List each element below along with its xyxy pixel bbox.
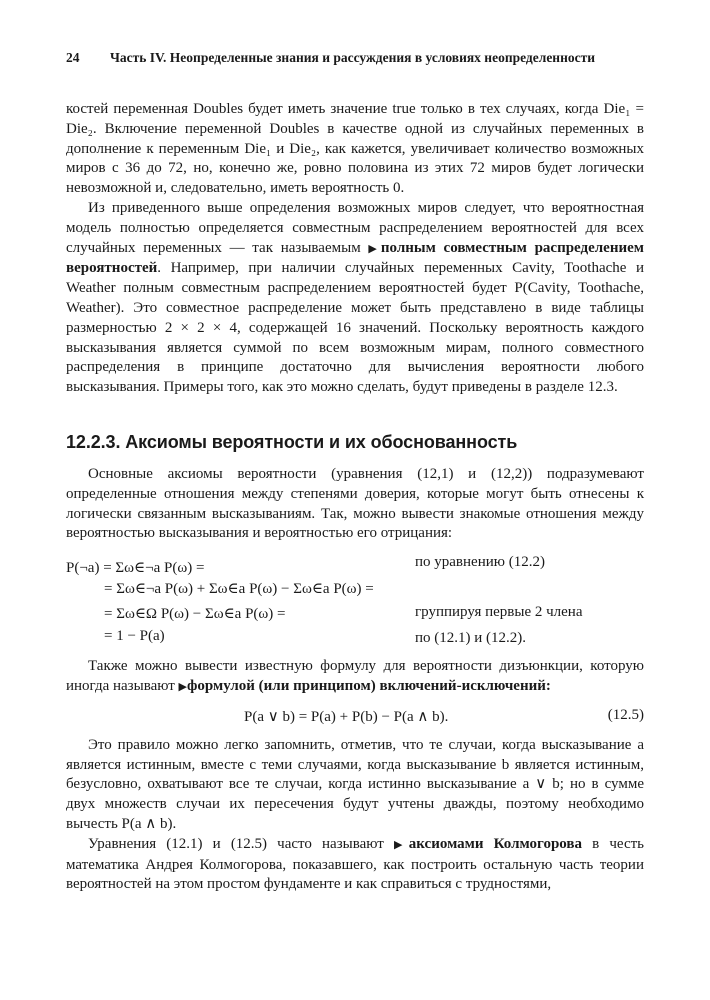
paragraph-doubles: костей переменная Doubles будет иметь значение true только в тех случаях, когда Die₁ = Die₂. Включение переменной Doubles в качестве одной из случайных переменных в дополнение к переменным Die₁ и Die₂, как кажется, увеличивает количество возможных миров с 36 до 72, но, конечно же, ровно половина из этих 72 миров будет логически невозможной и, следовательно, иметь вероятность 0. <box>66 101 644 197</box>
paragraph-inclusion-exclusion: Также можно вывести известную формулу для вероятности дизъюнкции, которую иногда называют ▶формулой (или принципом) включений-исключений: <box>66 658 644 694</box>
derivation-note-1: по уравнению (12.2) <box>415 554 545 571</box>
running-header <box>66 50 644 66</box>
derivation-line-2: = Σω∈¬a P(ω) + Σω∈a P(ω) − Σω∈a P(ω) = <box>104 581 374 598</box>
derivation-line-3: = Σω∈Ω P(ω) − Σω∈a P(ω) = <box>104 606 286 623</box>
paragraph-joint-distribution: Из приведенного выше определения возможных миров следует, что вероятностная модель полностью определяется совместным распределением вероятностей для всех случайных переменных — так называемым ▶полным совместным распределением вероятностей. Например, при наличии случайных переменных Cavity, Toothache и Weather полным совместным распределением вероятностей будет P(Cavity, Toothache, Weather). Это совместное распределение может быть представлено в виде таблицы размерностью 2 × 2 × 4, содержащей 16 значений. Поскольку вероятность каждого высказывания является суммой по всем возможным мирам, полного совместного распределения в принципе достаточно для вычисления вероятности любого высказывания. Примеры того, как это можно сделать, будут приведены в разделе 12.3. <box>66 199 644 396</box>
term-inclusion-exclusion: формулой (или принципом) включений-исключений: <box>187 677 551 694</box>
term-full-joint-distribution: полным совместным распределением вероятностей <box>66 239 644 277</box>
derivation-line-1: P(¬a) = Σω∈¬a P(ω) = <box>66 560 205 577</box>
term-marker-icon: ▶ <box>368 242 381 255</box>
running-title: Часть IV. Неопределенные знания и рассуждения в условиях неопределенности <box>110 50 596 65</box>
term-marker-icon: ▶ <box>393 838 409 851</box>
derivation-line-4: = 1 − P(a) <box>104 628 165 645</box>
formula-number: (12.5) <box>607 706 644 723</box>
derivation-note-3: группируя первые 2 члена <box>415 604 583 621</box>
term-marker-icon: ▶ <box>178 680 188 693</box>
formula-12-5 <box>66 704 644 730</box>
page <box>66 50 644 895</box>
page-number: 24 <box>66 50 80 65</box>
derivation-block <box>66 552 644 653</box>
formula-text: P(a ∨ b) = P(a) + P(b) − P(a ∧ b). <box>244 708 449 725</box>
paragraph-axioms: Основные аксиомы вероятности (уравнения (12,1) и (12,2)) подразумевают определенные отношения между степенями доверия, которые могут быть отнесены к логически связанным высказываниям. Так, можно вывести знакомые отношения между вероятностью высказывания и вероятностью его отрицания: <box>66 465 644 542</box>
paragraph-rule-explanation: Это правило можно легко запомнить, отметив, что те случаи, когда высказывание a является истинным, вместе с теми случаями, когда высказывание b является истинным, безусловно, охватывают все те случаи, когда истинно высказывание a ∨ b; но в сумме двух множеств случаи их пересечения будут учтены дважды, поэтому необходимо вычесть P(a ∧ b). <box>66 736 644 832</box>
section-title: 12.2.3. Аксиомы вероятности и их обоснованность <box>66 431 518 452</box>
term-kolmogorov-axioms: аксиомами Колмогорова <box>408 835 583 852</box>
paragraph-kolmogorov: Уравнения (12.1) и (12.5) часто называют ▶аксиомами Колмогорова в честь математика Андрея Колмогорова, показавшего, как построить остальную часть теории вероятностей на этом простом фундаменте и как справиться с трудностями, <box>66 835 645 893</box>
derivation-note-4: по (12.1) и (12.2). <box>415 630 527 647</box>
